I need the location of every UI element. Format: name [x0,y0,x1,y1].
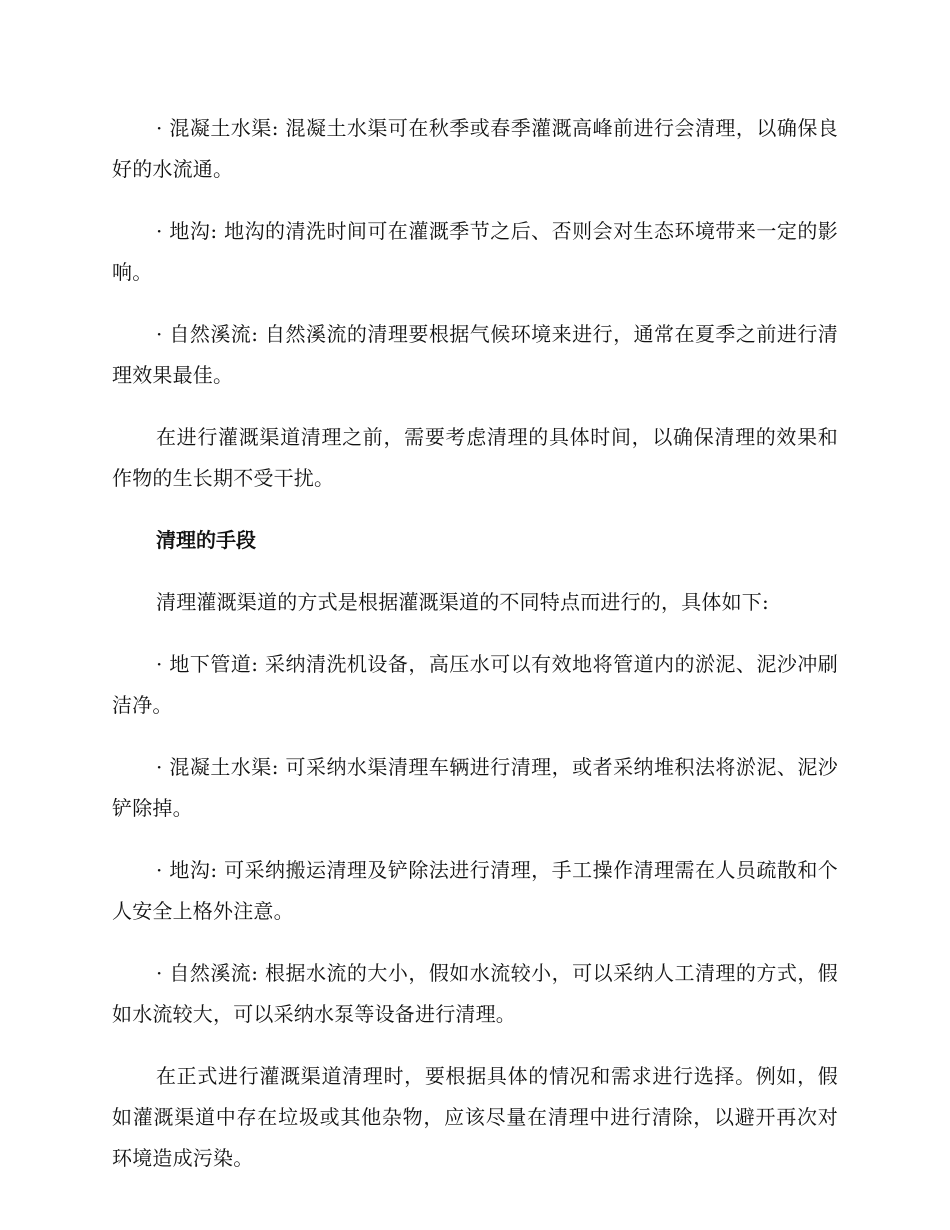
paragraph-concrete-canal-timing: · 混凝土水渠: 混凝土水渠可在秋季或春季灌溉高峰前进行会清理，以确保良好的水流通。 [112,116,838,181]
paragraph-underground-pipe-method: · 地下管道: 采纳清洗机设备，高压水可以有效地将管道内的淤泥、泥沙冲刷洁净。 [112,652,838,717]
paragraph-ditch-method: · 地沟: 可采纳搬运清理及铲除法进行清理，手工操作清理需在人员疏散和个人安全上格外注意。 [112,858,838,923]
paragraph-ditch-timing: · 地沟: 地沟的清洗时间可在灌溉季节之后、否则会对生态环境带来一定的影响。 [112,219,838,284]
paragraph-methods-summary: 在正式进行灌溉渠道清理时，要根据具体的情况和需求进行选择。例如，假如灌溉渠道中存在垃圾或其他杂物，应该尽量在清理中进行清除，以避开再次对环境造成污染。 [112,1064,838,1170]
paragraph-concrete-canal-method: · 混凝土水渠: 可采纳水渠清理车辆进行清理，或者采纳堆积法将淤泥、泥沙铲除掉。 [112,755,838,820]
paragraph-natural-stream-timing: · 自然溪流: 自然溪流的清理要根据气候环境来进行，通常在夏季之前进行清理效果最佳。 [112,322,838,387]
section-heading: 清理的手段 [156,528,256,552]
paragraph-natural-stream-method: · 自然溪流: 根据水流的大小，假如水流较小，可以采纳人工清理的方式，假如水流较大，可以采纳水泵等设备进行清理。 [112,961,838,1026]
paragraph-methods-intro: 清理灌溉渠道的方式是根据灌溉渠道的不同特点而进行的，具体如下: [156,590,769,614]
paragraph-timing-summary: 在进行灌溉渠道清理之前，需要考虑清理的具体时间，以确保清理的效果和作物的生长期不受干扰。 [112,425,838,490]
